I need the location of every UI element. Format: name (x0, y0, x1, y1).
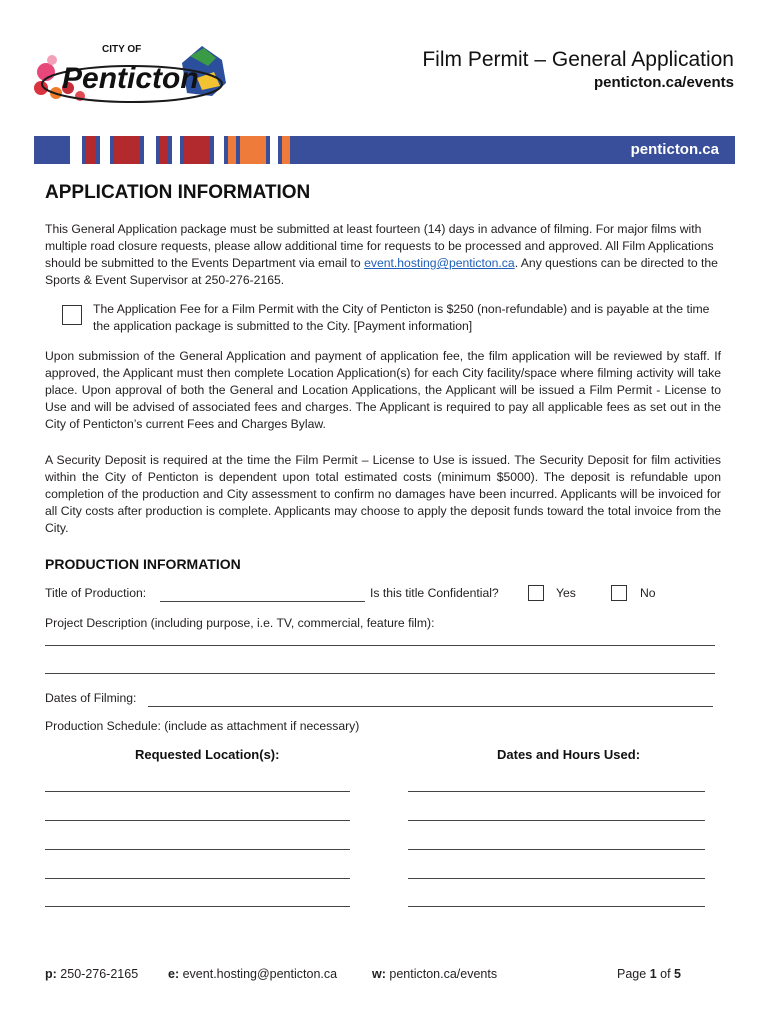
intro-text: This General Application package must be submitted at least fourteen (14) days in advance of filming. For major films with multiple road closure requests, please allow additional time for requests to be processed and approved. All Film Applications should be submitted to the Events Department via email to (45, 222, 714, 270)
application-heading: APPLICATION INFORMATION (45, 182, 311, 203)
location-input-5[interactable] (45, 906, 350, 907)
dates-label: Dates of Filming: (45, 691, 137, 705)
review-paragraph: Upon submission of the General Application and payment of application fee, the film application will be reviewed by staff. If approved, the Applicant must then complete Location Application(s) for each City facility/space where filming activity will take place. Upon approval of both the General and Location Applications, the Applicant will be issued a Film Permit - License to Use and will be advised of associated fees and charges. The Applicant is required to pay all applicable fees as set out in the City of Penticton’s current Fees and Charges Bylaw. (45, 349, 721, 431)
page-current: 1 (649, 967, 657, 981)
intro-paragraph (45, 221, 721, 289)
footer-email-label: e: (168, 967, 180, 981)
production-heading: PRODUCTION INFORMATION (45, 556, 241, 572)
band-stripe (114, 136, 140, 164)
footer-phone-value: 250-276-2165 (60, 967, 139, 981)
band-stripe (144, 136, 156, 164)
logo-wordmark: Penticton (62, 62, 199, 95)
title-input[interactable] (160, 586, 365, 602)
intro-text-end: . Any questions can be directed to the Sports & Event Supervisor at 250-276-2165. (45, 256, 718, 287)
description-line-2[interactable] (45, 673, 715, 674)
locations-header: Requested Location(s): (135, 747, 280, 762)
hours-input-5[interactable] (408, 906, 705, 907)
band-stripe (160, 136, 168, 164)
hours-input-3[interactable] (408, 849, 705, 850)
footer-web-label: w: (372, 967, 386, 981)
location-input-4[interactable] (45, 878, 350, 879)
confidential-no-label: No (640, 586, 656, 600)
page-word: Page (617, 967, 647, 981)
band-stripe (172, 136, 180, 164)
location-input-3[interactable] (45, 849, 350, 850)
band-stripe (86, 136, 96, 164)
description-label: Project Description (including purpose, i.e. TV, commercial, feature film): (45, 616, 435, 630)
band-stripe (100, 136, 110, 164)
footer-page-number (617, 967, 681, 981)
title-label: Title of Production: (45, 586, 147, 600)
confidential-no-checkbox[interactable] (611, 585, 627, 601)
email-link[interactable]: event.hosting@penticton.ca (364, 256, 515, 270)
fee-acknowledge-checkbox[interactable] (62, 305, 82, 325)
footer-email-value[interactable]: event.hosting@penticton.ca (182, 967, 338, 981)
fee-paragraph: The Application Fee for a Film Permit with the City of Penticton is $250 (non-refundable) and is payable at the time the application package is submitted to the City. [Payment information] (93, 302, 710, 333)
footer-phone (45, 967, 138, 981)
schedule-label: Production Schedule: (include as attachment if necessary) (45, 719, 360, 733)
band-stripe (270, 136, 278, 164)
document-subtitle-url: penticton.ca/events (593, 74, 734, 91)
dates-input[interactable] (148, 691, 713, 707)
band-stripe (214, 136, 224, 164)
band-stripe (282, 136, 290, 164)
footer-email (168, 967, 337, 981)
band-stripe (228, 136, 236, 164)
confidential-yes-checkbox[interactable] (528, 585, 544, 601)
footer-web (372, 967, 497, 981)
hours-header: Dates and Hours Used: (497, 747, 641, 762)
footer-web-value[interactable]: penticton.ca/events (389, 967, 498, 981)
hours-input-4[interactable] (408, 878, 705, 879)
band-stripe (240, 136, 266, 164)
deposit-paragraph: A Security Deposit is required at the time the Film Permit – License to Use is issued. The Security Deposit for film activities within the City of Penticton is dependent upon total estimated costs (minimum $5000). The deposit is refundable upon completion of the production and City assessment to confirm no damages have been incurred. Applicants will be invoiced for all City costs after production is complete. Applicants may choose to apply the deposit funds toward the total invoice from the City. (45, 453, 721, 535)
page-total: 5 (674, 967, 681, 981)
page-of: of (660, 967, 671, 981)
footer-phone-label: p: (45, 967, 57, 981)
description-line-1[interactable] (45, 645, 715, 646)
location-input-1[interactable] (45, 791, 350, 792)
city-logo (32, 38, 232, 108)
logo-city-of: CITY OF (102, 44, 142, 55)
band-stripe (70, 136, 82, 164)
hours-input-2[interactable] (408, 820, 705, 821)
location-input-2[interactable] (45, 820, 350, 821)
confidential-label: Is this title Confidential? (370, 586, 499, 600)
band-stripe (184, 136, 210, 164)
hours-input-1[interactable] (408, 791, 705, 792)
confidential-yes-label: Yes (556, 586, 576, 600)
header-band (34, 136, 735, 164)
document-title: Film Permit – General Application (422, 48, 734, 71)
band-website: penticton.ca (630, 141, 719, 158)
